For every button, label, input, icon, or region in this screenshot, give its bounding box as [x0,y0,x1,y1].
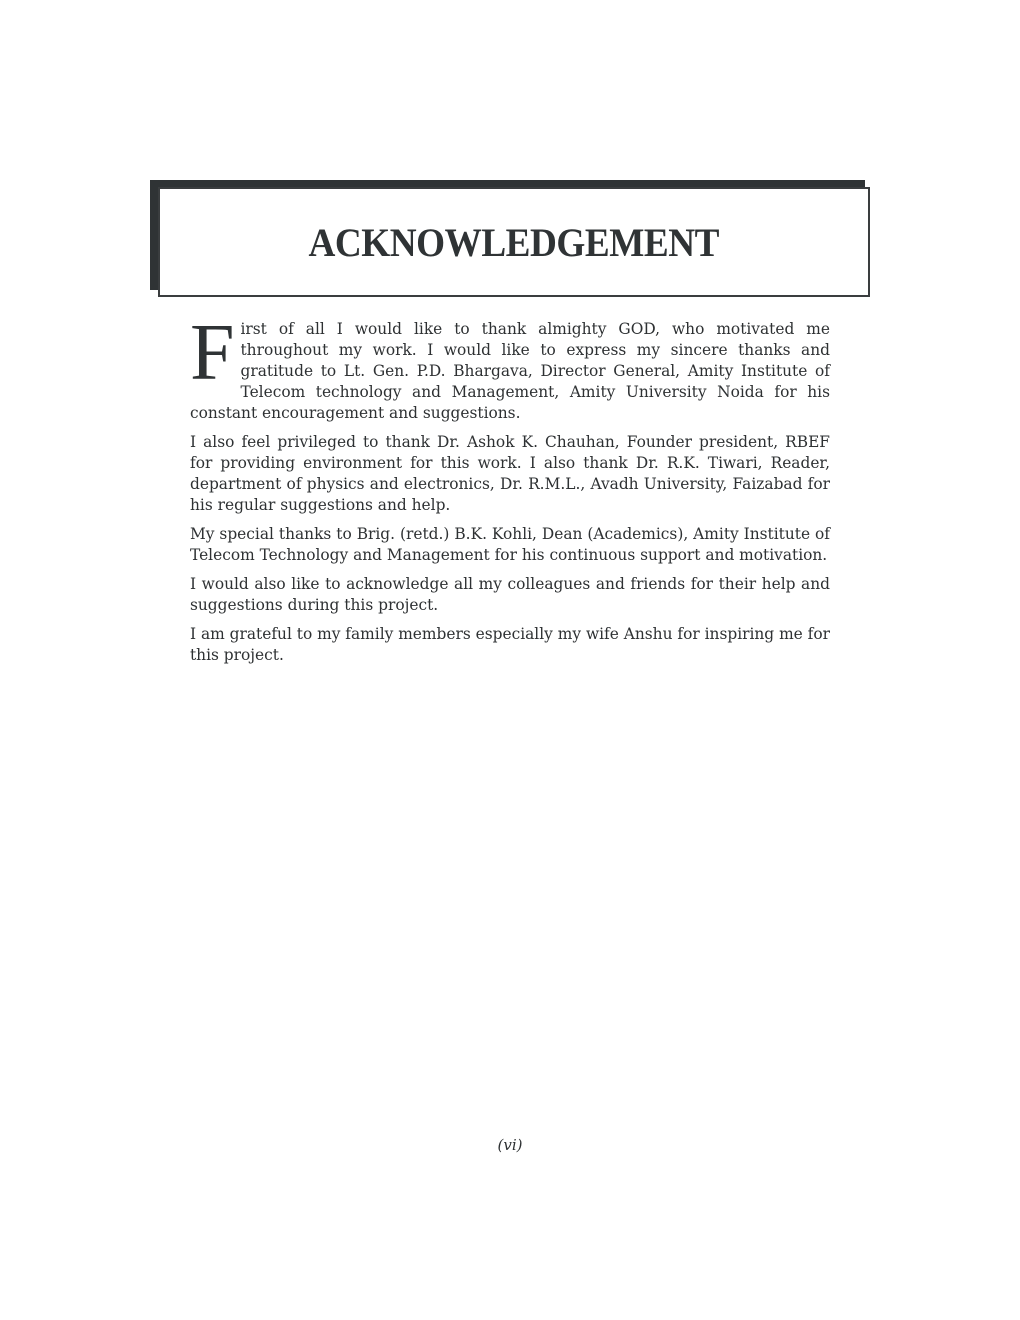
drop-cap-letter: F [190,309,235,397]
paragraph-5: I am grateful to my family members especially my wife Anshu for inspiring me for this project. [190,625,830,664]
paragraph-1 [190,309,830,424]
paragraph-1-text: irst of all I would like to thank almighty GOD, who motivated me throughout my work. I would like to express my sincere thanks and gratitude to Lt. Gen. P.D. Bhargava, Director General, Amity Institute of Telecom technology and Management, Amity University Noida for his constant encouragement and suggestions. [190,320,830,422]
acknowledgement-body [190,309,830,674]
paragraph-2: I also feel privileged to thank Dr. Ashok K. Chauhan, Founder president, RBEF for providing environment for this work. I also thank Dr. R.K. Tiwari, Reader, department of physics and electronics, Dr. R.M.L., Avadh University, Faizabad for his regular suggestions and help. [190,433,830,514]
paragraph-4: I would also like to acknowledge all my colleagues and friends for their help and suggestions during this project. [190,575,830,614]
title-frame [150,180,870,297]
page-number: (vi) [497,1136,523,1154]
page-title: ACKNOWLEDGEMENT [308,219,720,265]
paragraph-3: My special thanks to Brig. (retd.) B.K. Kohli, Dean (Academics), Amity Institute of Telecom Technology and Management for his continuous support and motivation. [190,525,830,564]
title-box [158,187,870,297]
